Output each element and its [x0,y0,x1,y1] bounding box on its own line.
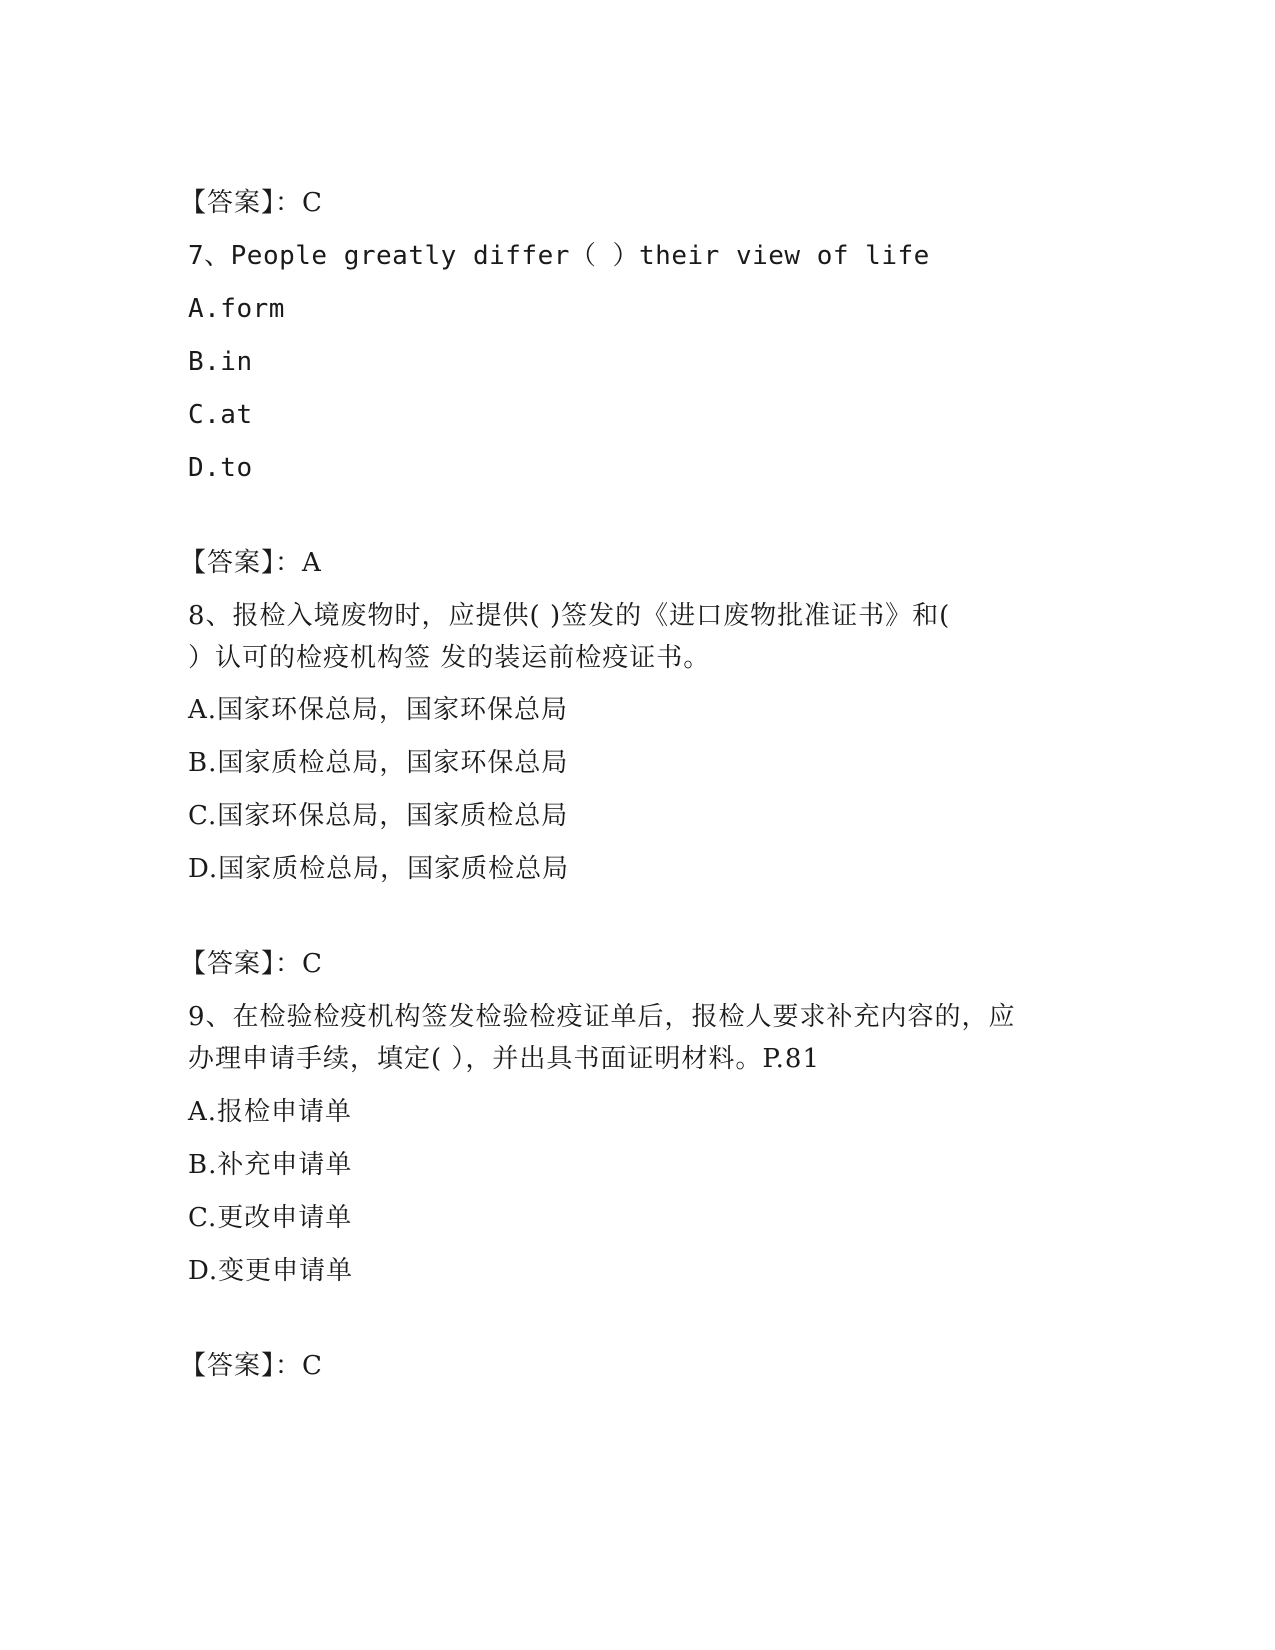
option-d: D.国家质检总局，国家质检总局 [188,854,570,884]
answer-line: 【答案】：C [180,188,323,218]
option-a: A.form [188,294,285,324]
answer-line: 【答案】：C [180,1351,323,1381]
option-b: B.国家质检总局，国家环保总局 [188,748,569,778]
option-d: D.to [188,453,253,483]
question-7-text: 7、People greatly differ（ ）their view of life [188,241,930,271]
option-a: A.报检申请单 [188,1097,353,1127]
question-9-text-line-2: 办理申请手续，填定( ），并出具书面证明材料。P.81 [188,1044,820,1074]
answer-line: 【答案】：C [180,949,323,979]
question-8-text-line-1: 8、报检入境废物时，应提供( )签发的《进口废物批准证书》和( [188,601,951,631]
option-d: D.变更申请单 [188,1256,354,1286]
option-b: B.in [188,347,253,377]
option-c: C.国家环保总局，国家质检总局 [188,801,569,831]
answer-line: 【答案】：A [180,548,322,578]
option-c: C.at [188,400,253,430]
question-8-text-line-2: ）认可的检疫机构签 发的装运前检疫证书。 [188,643,711,673]
option-b: B.补充申请单 [188,1150,353,1180]
option-a: A.国家环保总局，国家环保总局 [188,695,569,725]
question-9-text-line-1: 9、在检验检疫机构签发检验检疫证单后，报检人要求补充内容的，应 [188,1002,1016,1032]
option-c: C.更改申请单 [188,1203,353,1233]
